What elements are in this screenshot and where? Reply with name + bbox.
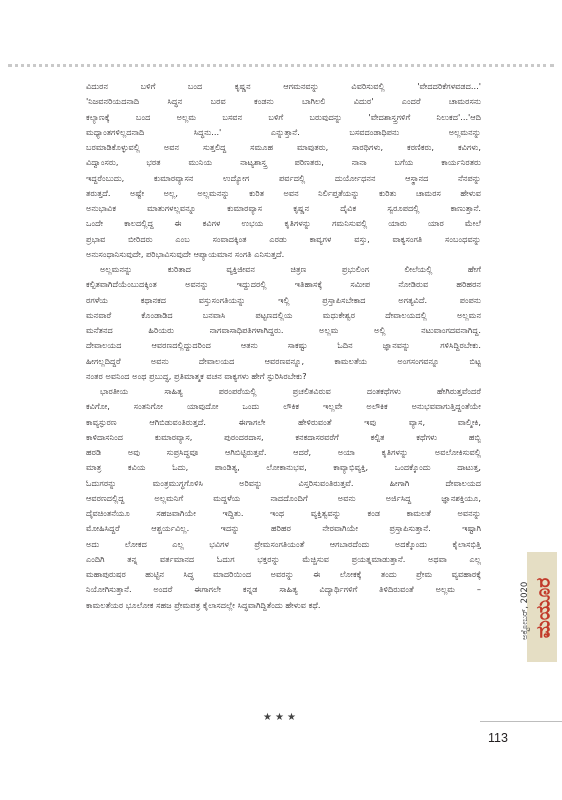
article-body: [86, 79, 481, 613]
text-line: ರಗಳೆಯ ಕಥಾನಕದ ವಸ್ತುಸಂಗತಿಯನ್ನು ಇಲ್ಲಿ ಪ್ರಸ್ತಾಪಿಸಬೇಕಾದ ಅಗತ್ಯವಿದೆ. ಪಂಪನು: [86, 294, 481, 305]
text-line: ಹರಡಿ ಅವು ಸುಪ್ರಸಿದ್ಧವೂ ಆಗಿಬಿಟ್ಟಿರುತ್ತವೆ. ಆದರೆ, ಅಯಾ ಕೃತಿಗಳನ್ನು ಅವಲೋಕಿಸುವಲ್ಲಿ: [86, 447, 481, 457]
text-line: ದೇವಾಲಯದ ಆವರಣದಲ್ಲಿದ್ದುದರಿಂದ ಆತನು ಸಾಕಷ್ಟು ಓದಿನ ಜ್ಞಾನವನ್ನು ಗಳಿಸಿದ್ದಿರಬೇಕು.: [86, 340, 481, 351]
text-line: ಇದ್ದರೆಂಬುದು, ಕುಮಾರವ್ಯಾಸನ ಉದ್ಯೋಗ ಪರ್ವದಲ್ಲಿ ದುರ್ಯೋಧನನ ಆಸ್ಥಾನದ ನೆನಪನ್ನು: [86, 172, 481, 183]
text-line: ವಿದುರನ ಬಳಿಗೆ ಬಂದ ಕೃಷ್ಣನ ಆಗಮನವನ್ನು ವಿವರಿಸುವಲ್ಲಿ 'ವೇದದರಿಕೆಗಳವಡದ...': [86, 81, 481, 91]
text-line: ಅನುಸಂಧಾನಿಸುವುದೇ, ಪರಿಭಾವಿಸುವುದೇ ಆಪ್ಯಾಯಮಾನ ಸಂಗತಿ ಎನಿಸುತ್ತದೆ.: [86, 248, 285, 259]
text-line: ಮನೆತನದ ಹಿರಿಯರು ನಾಗವಾಸಾಧಿಪತಿಗಳಾಗಿದ್ದರು. ಅಲ್ಲಮ ಅಲ್ಲಿ ನಟುವಾಂಗದವನಾಗಿದ್ದ.: [86, 325, 481, 335]
text-line: ಪ್ರಭಾವ ಬೀರಿದರು ಎಂಬ ಸಂವಾದಕ್ಕಿಂತ ಎರಡು ಕಾವ್ಯಗಳ ವಸ್ತು, ವಾಕ್ಯಸಂಗತಿ ಸಂಬಂಧವನ್ನು: [86, 233, 481, 244]
text-line: ಎಂದಿಗಿ ತನ್ನ ವರ್ತಮಾನದ ಓದುಗ ಭಕ್ತರನ್ನು ಮೆಚ್ಚಿಸುವ ಪ್ರಯತ್ನಮಾಡುತ್ತಾನೆ. ಅಥವಾ ಎಲ್ಲ: [86, 553, 481, 564]
text-line: ಮಾತ್ರ ಕವಿಯ ಓದು, ಪಾಂಡಿತ್ಯ, ಲೋಕಾನುಭವ, ಕಾವ್ಯಾಭಿವ್ಯಕ್ತಿ, ಒಂದಕ್ಕೊಂದು ದಾಟುತ್ತ,: [86, 462, 481, 473]
paragraph-2: [86, 262, 481, 384]
text-line: ಆವರಣದಲ್ಲಿದ್ದ ಅಲ್ಲಮನಿಗೆ ಮದ್ದಳೆಯ ನಾದದೊಂದಿಗೆ ಅವನು ಅರ್ಜಿಸಿದ್ದ ಜ್ಞಾನಶಕ್ತಿಯೂ,: [86, 492, 481, 503]
text-line: ನಿಯೋಗಿಸುತ್ತಾನೆ. ಅಂದರೆ ಈಗಾಗಲೇ ಕನ್ನಡ ಸಾಹಿತ್ಯ ವಿದ್ಯಾರ್ಥಿಗಳಿಗೆ ತಿಳಿದಿರುವಂತೆ ಅಲ್ಲಮ –: [86, 584, 481, 595]
masthead-label: [532, 560, 554, 656]
magazine-name: ಮಯೂರ: [532, 577, 554, 639]
text-line: ಅಲ್ಲಮನನ್ನು ಕುರಿತಾದ ವ್ಯಕ್ತಿಜೀವನ ಚಿತ್ರಣ ಪ್ರಭುಲಿಂಗ ಲೀಲೆಯಲ್ಲಿ ಹೇಗೆ: [100, 264, 481, 274]
text-line: ಮನವಾರೆ ಕೊಂಡಾಡಿದ ಬನವಾಸಿ ಪಟ್ಟಣದಲ್ಲಿಯ ಮಧುಕೇಶ್ವರ ದೇವಾಲಯದಲ್ಲಿ ಅಲ್ಲಮನ: [86, 309, 481, 320]
text-line: ಓದುಗರನ್ನು ಮಂತ್ರಮುಗ್ಧಗೊಳಿಸಿ ಅರಿವನ್ನು ವಿಸ್ತರಿಸುವಂತಿರುತ್ತವೆ. ಹೀಗಾಗಿ ದೇವಾಲಯದ: [86, 477, 481, 488]
section-end-mark: ★★★: [263, 712, 299, 723]
text-line: 'ನಿಜವನರಿಯದನಾದಿ ಸಿದ್ಧನ ಬರವ ಕಂಡನು ಬಾಗಿಲಲಿ ವಿದುರ' ಎಂದರೆ ಚಾಮರಸನು: [86, 96, 481, 107]
issue-date: ಅಕ್ಟೋಬರ್, 2020: [520, 581, 530, 640]
text-line: ಅನುಭಾವಿಕ ಮಾತುಗಳಲ್ಲವನ್ನೂ ಕುಮಾರವ್ಯಾಸ ಕೃಷ್ಣನ ದೈವಿಕ ಸ್ವರೂಪದಲ್ಲಿ ಕಾಣುತ್ತಾನೆ.: [86, 203, 481, 213]
text-line: ಕಲ್ಯಾಣಕ್ಕೆ ಬಂದ ಅಲ್ಲಮ ಬಸವನ ಬಳಿಗೆ ಬರುವುದನ್ನು 'ವೇದಶಾಸ್ತ್ರಗಳಿಗೆ ನಿಲುಕದ'...'ಆದಿ: [86, 111, 481, 122]
text-line: ಹೀಗಲ್ಲದಿದ್ದರೆ ಅವನು ದೇವಾಲಯದ ಆವರಣವನ್ನೂ, ಕಾಮಲತೆಯ ಅಂಗಸಂಗವನ್ನೂ ಬಿಟ್ಟ: [86, 355, 481, 366]
text-line: ಕಾಳಿದಾಸನಿಂದ ಕುಮಾರವ್ಯಾಸ, ಪುರಂದರದಾಸ, ಕನಕದಾಸರವರೆಗೆ ಕಲ್ಪಿತ ಕಥೆಗಳು ಹಬ್ಬಿ: [86, 431, 481, 442]
page-number: 113: [488, 731, 508, 745]
text-line: ನಂತರ ಅವನಿಂದ ಅಂಥ ಪ್ರಬುದ್ಧ, ಪ್ರತಿಮಾತ್ಮಕ ವಚನ ವಾಕ್ಯಗಳು ಹೇಗೆ ಸ್ಫುರಿಸಿರಬೇಕು?: [86, 370, 307, 381]
text-line: ಮಧ್ಯಾಂತಗಳಿಲ್ಲದನಾದಿ ಸಿದ್ಧನು...' ಎನ್ನುತ್ತಾನೆ. ಬಸವದಂಡಾಧಿಪನು ಅಲ್ಲಮನನ್ನು: [86, 126, 481, 137]
page-number-rule: [480, 721, 562, 722]
paragraph-1: [86, 79, 481, 262]
text-line: ಕಾಮಲತೆಯರ ಭೂಲೋಕ ಸಹಜ ಪ್ರೇಮಪತ್ರ ಕೈಲಾಸದಲ್ಲೇ ಸಿದ್ಧವಾಗಿದ್ದಿತೆಂದು ಹೇಳುವ ಕಥೆ.: [86, 599, 321, 610]
text-line: ವಿದ್ವಾಂಸರು, ಭರತ ಮುನಿಯ ನಾಟ್ಯಶಾಸ್ತ್ರ ಪರಿಣತರು, ನಾನಾ ಬಗೆಯ ಕಾರ್ಯನಿರತರು: [86, 157, 481, 168]
text-line: ಕಾವ್ಯಸ್ಫುರಣ ಆಗಿಬಿಡುವಂತಿರುತ್ತದೆ. ಈಗಾಗಲೇ ಹೇಳಿರುವಂತೆ ಇವು ವ್ಯಾಸ, ವಾಲ್ಮೀಕಿ,: [86, 416, 481, 427]
paragraph-3: [86, 384, 481, 613]
dotted-divider: [8, 64, 554, 67]
text-line: ಕಲ್ಪಿತವಾಗಿದೆಯೆಂಬುದಕ್ಕಿಂತ ಅವನನ್ನು ಇದ್ದುದರಲ್ಲಿ ಇತಿಹಾಸಕ್ಕೆ ಸಮೀಪ ನೋಡಿರುವ ಹರಿಹರನ: [86, 279, 481, 290]
text-line: ದೈವಚಿಂತನೆಯೂ ಸಹಜವಾಗಿಯೇ ಇದ್ದಿತು. ಇಂಥ ವ್ಯಕ್ತಿತ್ವವನ್ನು ಕಂಡ ಕಾಮಲತೆ ಅವನನ್ನು: [86, 508, 481, 518]
text-line: ಭಾರತೀಯ ಸಾಹಿತ್ಯ ಪರಂಪರೆಯಲ್ಲಿ ಪ್ರಚಲಿತವಿರುವ ದಂತಕಥೆಗಳು ಹೇಗಿರುತ್ತವೆಂದರೆ: [100, 386, 481, 396]
text-line: ಒಂದೇ ಕಾಲದಲ್ಲಿದ್ದ ಈ ಕವಿಗಳ ಉಭಯ ಕೃತಿಗಳನ್ನು ಗಮನಿಸುವಲ್ಲಿ ಯಾರು ಯಾರ ಮೇಲೆ: [86, 218, 481, 229]
text-line: ತರುತ್ತದೆ. ಅಷ್ಟೇ ಅಲ್ಲ, ಅಲ್ಲಮನನ್ನು ಕುರಿತ ಅವನ ನಿರ್ಲಿಪ್ತತೆಯನ್ನು ಕುರಿತು ಚಾಮರಸ ಹೇಳುವ: [86, 187, 481, 198]
text-line: ಕವಿಗೋ, ಸಂತನಿಗೋ ಯಾವುದೋ ಒಂದು ಲೌಕಿಕ ಇಲ್ಲವೇ ಅಲೌಕಿಕ ಅನುಭವವಾಗುತ್ತಿದ್ದಂತೆಯೇ: [86, 401, 481, 412]
text-line: ಬರಮಾಡಿಕೊಳ್ಳುವಲ್ಲಿ ಅವನ ಸುತ್ತಲಿದ್ದ ಸಮೂಹ ಮಾವುತರು, ಸಾರಥಿಗಳು, ಕರಣಿಕರು, ಕವಿಗಳು,: [86, 142, 481, 152]
text-line: ಮಹಾಪುರುಷರ ಹುಟ್ಟಿನ ಸಿದ್ಧ ಮಾದರಿಯಿಂದ ಅವರನ್ನು ಈ ಲೋಕಕ್ಕೆ ತಂದು ಪ್ರೇಮ ವ್ಯವಹಾರಕ್ಕೆ: [86, 569, 481, 579]
text-line: ಮೋಹಿಸಿದ್ದರೆ ಆಶ್ಚರ್ಯವಿಲ್ಲ. ಇದನ್ನು ಹರಿಹರ ನೇರವಾಗಿಯೇ ಪ್ರಸ್ತಾಪಿಸುತ್ತಾನೆ. ಇಷ್ಟಾಗಿ: [86, 523, 481, 534]
text-line: ಅದು ಲೋಕದ ಎಲ್ಲ ಭವಿಗಳ ಪ್ರೇಮಸಂಗತಿಯಂತೆ ಆಗಬಾರದೆಂದು ಅದಕ್ಕೊಂದು ಕೈಲಾಸಭಿತ್ತಿ: [86, 538, 481, 549]
